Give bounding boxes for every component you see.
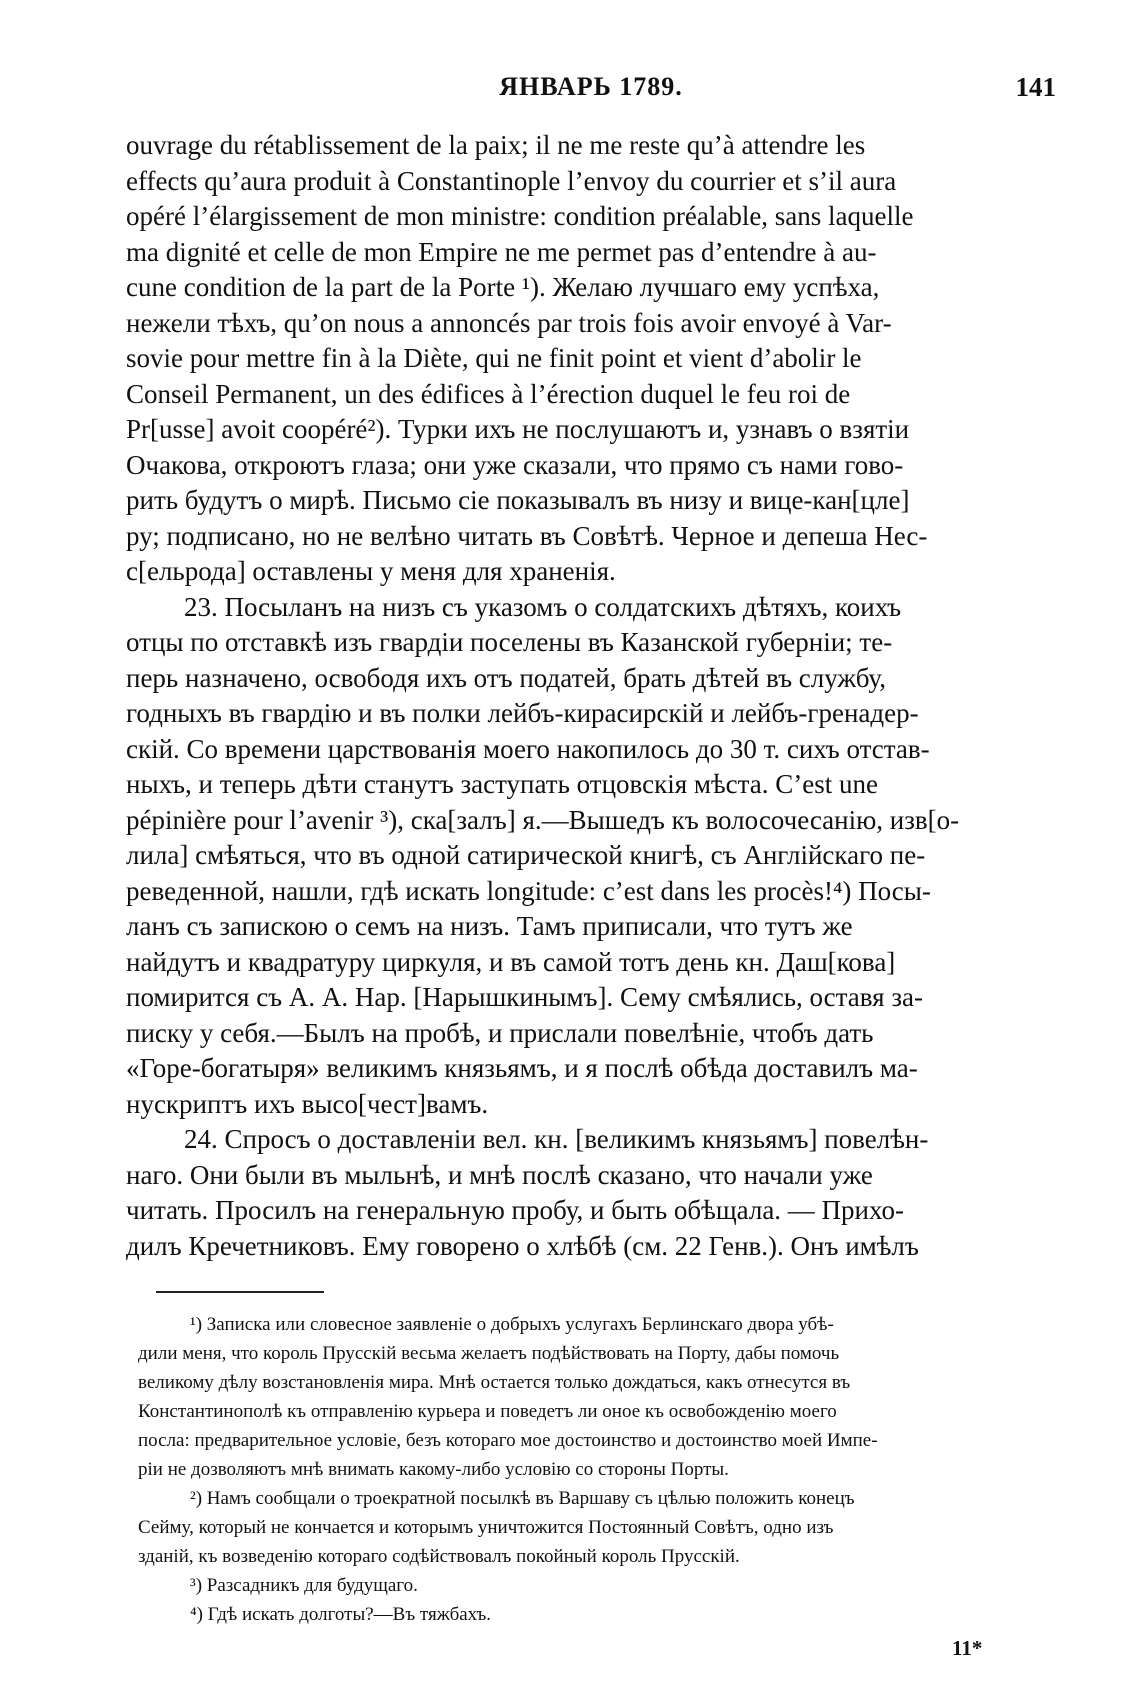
page-number: 141 — [1015, 72, 1056, 102]
body-paragraph: 24. Спросъ о доставленіи вел. кн. [великимъ князьямъ] повелѣн- наго. Они были въ мыльнѣ, и мнѣ послѣ сказано, что начали уже читать. Просилъ на генеральную пробу, и быть обѣщала. — Прихо- дилъ Кречетниковъ. Ему говорено о хлѣбѣ (см. 22 Генв.). Онъ имѣлъ — [126, 1124, 929, 1261]
running-head: ЯНВАРЬ 1789. — [499, 72, 683, 101]
footnotes — [138, 1310, 1056, 1629]
body-paragraph: 23. Посыланъ на низъ съ указомъ о солдатскихъ дѣтяхъ, коихъ отцы по отставкѣ изъ гвардіи поселены въ Казанской губерніи; те- перь назначено, освободя ихъ отъ податей, брать дѣтей въ службу, годныхъ въ гвардію и въ полки лейбъ-кирасирскій и лейбъ-гренадер- скій. Со времени царствованія моего накопилось до 30 т. сихъ отстав- ныхъ, и теперь дѣти станутъ заступать отцовскія мѣста. C’est une pépinière pour l’avenir ³), ска[залъ] я.—Вышедъ къ волосочесанію, изв[о- лила] смѣяться, что въ одной сатирической книгѣ, съ Англійскаго пе- реведенной, нашли, гдѣ искать longitude: c’est dans les procès!⁴) Посы- ланъ съ запискою о семъ на низъ. Тамъ приписали, что тутъ же найдутъ и квадратуру циркуля, и въ самой тотъ день кн. Даш[кова] помирится съ А. А. Нар. [Нарышкинымъ]. Сему смѣялись, оставя за- писку у себя.—Былъ на пробѣ, и прислали повелѣніе, чтобъ дать «Горе-богатыря» великимъ князьямъ, и я послѣ обѣда доставилъ ма- нускриптъ ихъ высо[чест]вамъ. — [126, 591, 960, 1119]
body-paragraph: ouvrage du rétablissement de la paix; il ne me reste qu’à attendre les effects qu’aura produit à Constantinople l’envoy du courrier et s’il aura opéré l’élargissement de mon ministre: condition préalable, sans laquelle ma dignité et celle de mon Empire ne me permet pas d’entendre à au- cune condition de la part de la Porte ¹). Желаю лучшаго ему успѣха, нежели тѣхъ, qu’on nous a annoncés par trois fois avoir envoyé à Var- sovie pour mettre fin à la Diète, qui ne finit point et vient d’abolir le Conseil Permanent, un des édifices à l’érection duquel le feu roi de Pr[usse] avoit coopéré²). Турки ихъ не послушаютъ и, узнавъ о взятіи Очакова, откроютъ глаза; они уже сказали, что прямо съ нами гово- рить будутъ о мирѣ. Письмо сіе показывалъ въ низу и вице-кан[цле] ру; подписано, но не велѣно читать въ Совѣтѣ. Черное и депеша Нес- с[ельрода] оставлены у меня для храненія. — [126, 130, 928, 586]
signature-mark: 11* — [952, 1636, 983, 1660]
footnote: ¹) Записка или словесное заявленіе о добрыхъ услугахъ Берлинскаго двора убѣ- дили меня, что король Прусскій весьма желаетъ подѣйствовать на Порту, дабы помочь великому дѣлу возстановленія мира. Мнѣ остается только дождаться, какъ отнесутся въ Константинополѣ къ отправленію курьера и поведетъ ли оное къ освобожденію моего посла: предварительное условіе, безъ котораго мое достоинство и достоинство моей Импе- ріи не дозволяютъ мнѣ внимать какому-либо условію со стороны Порты. — [138, 1314, 878, 1480]
footnote: ²) Намъ сообщали о троекратной посылкѣ въ Варшаву съ цѣлью положить конецъ Сейму, который не кончается и которымъ уничтожится Постоянный Совѣтъ, одно изъ зданій, къ возведенію котораго содѣйствовалъ покойный король Прусскій. — [138, 1488, 855, 1567]
page-header — [126, 72, 1056, 112]
footnote: ³) Разсадникъ для будущаго. — [190, 1575, 418, 1596]
main-text — [126, 128, 1056, 1264]
footnote: ⁴) Гдѣ искать долготы?—Въ тяжбахъ. — [190, 1604, 492, 1625]
footnote-divider — [156, 1291, 324, 1293]
